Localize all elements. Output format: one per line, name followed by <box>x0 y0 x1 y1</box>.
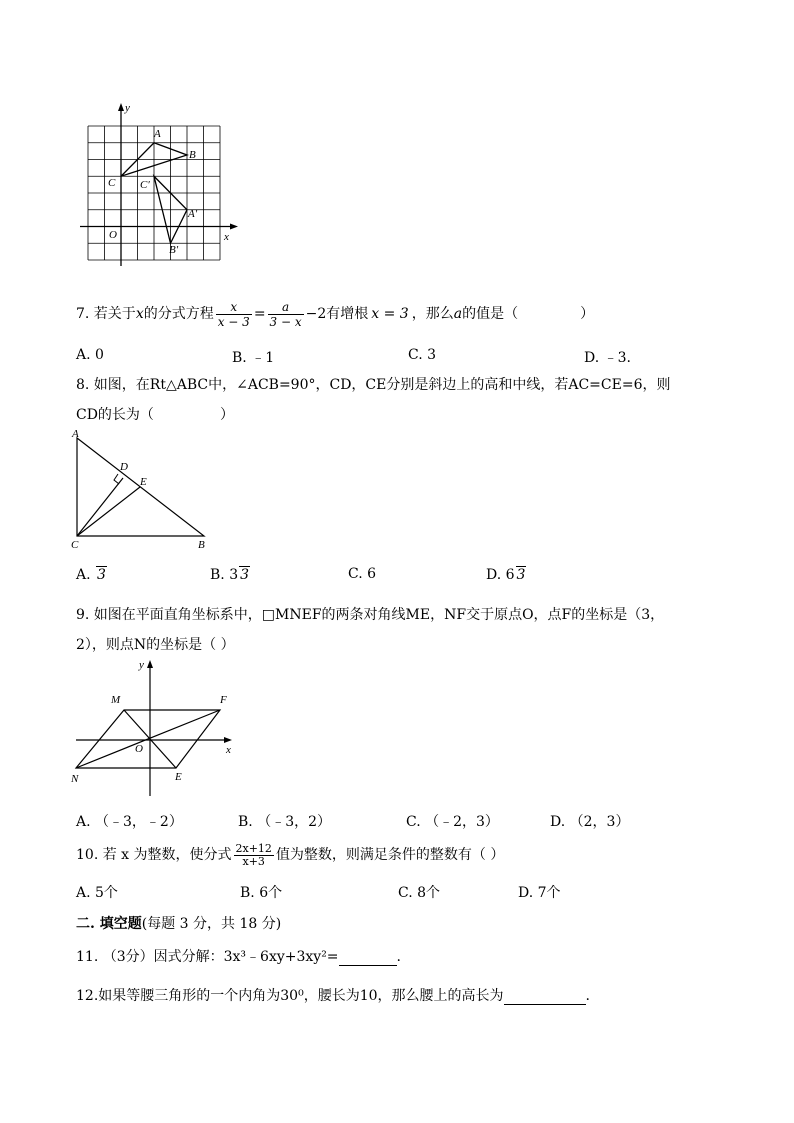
q8-line1: 8. 如图，在Rt△ABC中，∠ACB=90°，CD，CE分别是斜边上的高和中线，若AC=CE=6，则 <box>76 377 671 393</box>
q7-close: ） <box>580 306 595 322</box>
grid-lines <box>88 126 220 260</box>
section-2-heading <box>76 913 281 933</box>
label-c: C <box>108 177 116 189</box>
q7-rhs-fraction: $\frac{a}{3 - x}$ <box>269 299 302 329</box>
question-10 <box>76 837 504 873</box>
question-11 <box>76 946 401 966</box>
q9-line1: 9. 如图在平面直角坐标系中，□MNEF的两条对角线ME，NF交于原点O，点F的坐标是（3， <box>76 607 665 623</box>
q9-option-c[interactable]: C. （﹣2，3） <box>406 814 499 830</box>
x-axis-arrow <box>224 737 232 743</box>
q11-end: . <box>396 949 401 965</box>
q10-option-b[interactable]: B. 6个 <box>240 885 283 901</box>
label-o: O <box>135 743 143 755</box>
label-c-prime: C′ <box>140 179 150 191</box>
section-2-title: 二. 填空题 <box>76 916 142 932</box>
label-e: E <box>140 476 147 488</box>
right-angle-mark <box>114 474 119 484</box>
q11-text: 11. （3分）因式分解：3x³﹣6xy+3xy²= <box>76 949 339 965</box>
segment-cd <box>77 478 123 536</box>
q7-var-a: a <box>453 306 463 322</box>
q7-option-b[interactable]: B. ﹣1 <box>232 350 275 366</box>
q11-answer-blank[interactable] <box>339 949 397 966</box>
q7-minus2: −2 <box>305 306 327 322</box>
q10-option-c[interactable]: C. 8个 <box>398 885 441 901</box>
label-o: O <box>109 229 117 241</box>
q9-line2: 2），则点N的坐标是（ ） <box>76 637 235 653</box>
label-x: x <box>226 744 231 756</box>
q12-end: . <box>585 988 590 1004</box>
q7-prefix: 7. 若关于 <box>76 306 136 322</box>
q12-answer-blank[interactable] <box>504 988 586 1005</box>
grid-figure <box>76 100 246 272</box>
label-n: N <box>71 773 79 785</box>
q7-option-a[interactable]: A. 0 <box>76 347 104 363</box>
label-d: D <box>120 461 128 473</box>
label-c: C <box>71 539 79 551</box>
label-a: A <box>72 428 79 440</box>
q9-option-b[interactable]: B. （﹣3，2） <box>238 814 332 830</box>
label-a-prime: A′ <box>188 208 198 220</box>
q9-option-d[interactable]: D. （2，3） <box>550 814 630 830</box>
q7-root: x = 3 <box>371 306 409 322</box>
label-y: y <box>139 659 144 671</box>
label-e: E <box>175 771 182 783</box>
q8-option-c[interactable]: C. 6 <box>348 566 377 582</box>
q7-var-x: x <box>135 306 144 322</box>
segment-ce <box>77 487 140 536</box>
q9-figure <box>66 656 246 798</box>
question-7 <box>76 296 594 332</box>
q8-option-a[interactable]: A. 3 <box>76 567 106 583</box>
q8-close: ） <box>219 407 234 423</box>
label-f: F <box>220 694 227 706</box>
q10-option-d[interactable]: D. 7个 <box>518 885 561 901</box>
q10-fraction: $\frac{2x+12}{x+3}$ <box>235 841 272 868</box>
label-b: B <box>189 149 196 161</box>
q7-option-c[interactable]: C. 3 <box>408 347 437 363</box>
q8-line2-text: CD的长为（ <box>76 407 154 423</box>
q10-prefix: 10. 若 x 为整数，使分式 <box>76 847 232 863</box>
q7-option-d[interactable]: D. ﹣3. <box>584 350 631 366</box>
label-m: M <box>111 694 121 706</box>
x-axis-arrow <box>230 224 238 230</box>
q8-line2 <box>76 404 234 424</box>
q9-option-a[interactable]: A. （﹣3，﹣2） <box>76 814 183 830</box>
label-y: y <box>125 102 130 114</box>
q8-figure <box>68 428 218 552</box>
q7-suffix: 的值是（ <box>462 306 519 322</box>
label-b: B <box>198 539 205 551</box>
y-axis-arrow <box>147 660 153 668</box>
q7-mid2: 有增根 <box>326 306 369 322</box>
q10-option-a[interactable]: A. 5个 <box>76 885 118 901</box>
q12-text: 12.如果等腰三角形的一个内角为30⁰，腰长为10，那么腰上的高长为 <box>76 988 504 1004</box>
q7-lhs-fraction: $\frac{x}{x - 3}$ <box>217 299 250 329</box>
q10-suffix: 值为整数，则满足条件的整数有（ ） <box>275 847 505 863</box>
label-a: A <box>154 128 161 140</box>
section-2-note: (每题 3 分，共 18 分) <box>141 916 282 932</box>
question-12 <box>76 985 590 1005</box>
label-b-prime: B′ <box>169 244 179 256</box>
y-axis-arrow <box>118 103 124 111</box>
q8-option-d[interactable]: D. 6 3 <box>486 567 526 583</box>
q7-equals: = <box>253 306 266 322</box>
q7-mid3: ，那么 <box>411 306 454 322</box>
q8-option-b[interactable]: B. 3 3 <box>210 567 250 583</box>
q7-mid1: 的分式方程 <box>143 306 214 322</box>
label-x: x <box>224 231 229 243</box>
